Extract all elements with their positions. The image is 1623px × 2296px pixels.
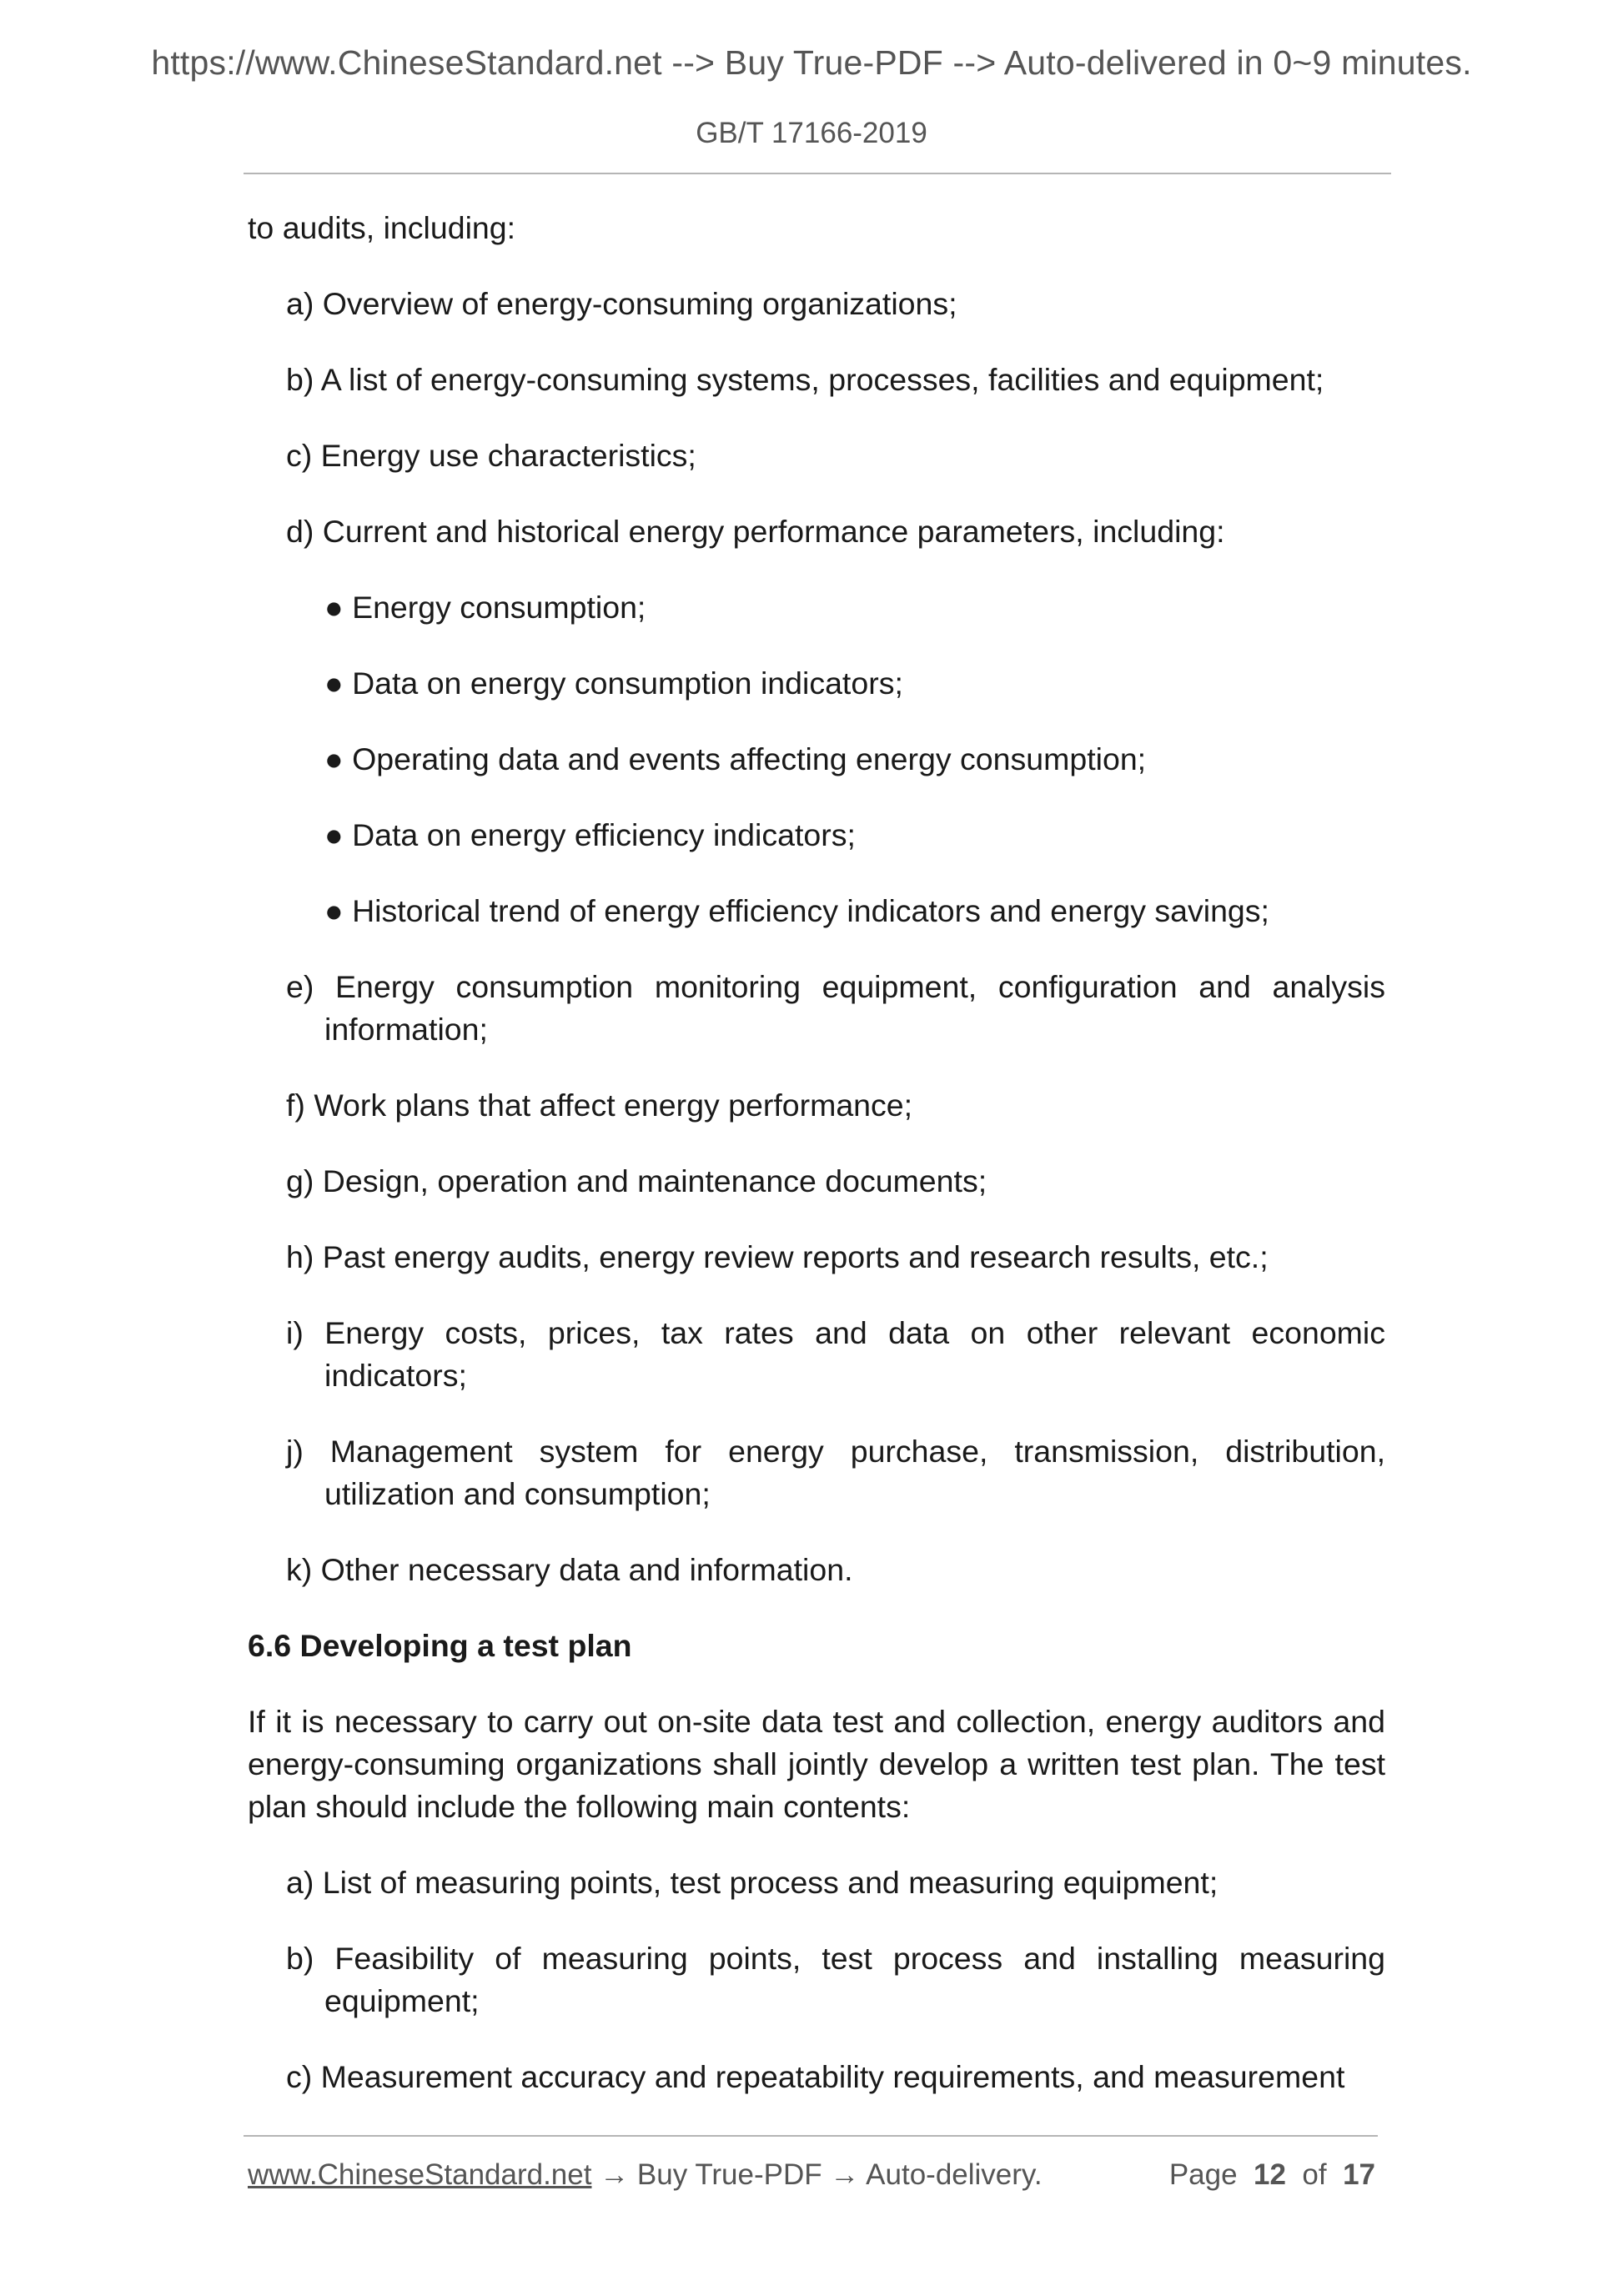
header-divider [244,173,1391,174]
list-item: g) Design, operation and maintenance documents; [286,1163,987,1198]
header-banner: https://www.ChineseStandard.net --> Buy True-PDF --> Auto-delivered in 0~9 minutes. [151,43,1472,82]
page-total: 17 [1343,2158,1375,2191]
list-item: f) Work plans that affect energy performance; [286,1088,913,1123]
list-item: k) Other necessary data and information. [286,1552,853,1587]
list-item: c) Measurement accuracy and repeatability requirements, and measurement [286,2059,1345,2094]
list-item: b) Feasibility of measuring points, test process and installing measuring equipment; [286,1941,1385,2018]
list-item: h) Past energy audits, energy review reports and research results, etc.; [286,1239,1269,1274]
section-heading: 6.6 Developing a test plan [248,1628,632,1663]
site-link[interactable]: www.ChineseStandard.net [248,2158,592,2191]
page-current: 12 [1254,2158,1286,2191]
bullet-item: ● Data on energy efficiency indicators; [324,817,856,852]
footer-left [248,2158,1043,2192]
footer-tagline: → Buy True-PDF → Auto-delivery. [591,2158,1043,2191]
standard-number: GB/T 17166-2019 [696,117,927,149]
page-indicator [1169,2158,1375,2192]
list-item: a) Overview of energy-consuming organizations; [286,286,957,321]
intro-text: to audits, including: [248,210,516,245]
list-item: b) A list of energy-consuming systems, processes, facilities and equipment; [286,362,1324,397]
list-item: i) Energy costs, prices, tax rates and data on other relevant economic indicators; [286,1315,1385,1393]
footer-divider [244,2135,1378,2137]
list-item: e) Energy consumption monitoring equipment, configuration and analysis information; [286,969,1385,1047]
list-item: d) Current and historical energy performance parameters, including: [286,514,1225,549]
list-item: j) Management system for energy purchase, transmission, distribution, utilization and consumption; [286,1434,1385,1511]
page-footer [248,2158,1375,2192]
bullet-item: ● Energy consumption; [324,590,646,625]
page-label: Page [1168,2158,1238,2191]
bullet-item: ● Data on energy consumption indicators; [324,666,903,701]
bullet-item: ● Operating data and events affecting energy consumption; [324,741,1147,776]
list-item: a) List of measuring points, test process and measuring equipment; [286,1865,1219,1900]
page-content [248,207,1385,2132]
section-paragraph: If it is necessary to carry out on-site data test and collection, energy auditors and energy-consuming organizations shall jointly develop a written test plan. The test plan should include the following main contents: [248,1704,1385,1824]
list-item: c) Energy use characteristics; [286,438,696,473]
bullet-item: ● Historical trend of energy efficiency indicators and energy savings; [324,893,1269,928]
page-of: of [1302,2158,1327,2191]
